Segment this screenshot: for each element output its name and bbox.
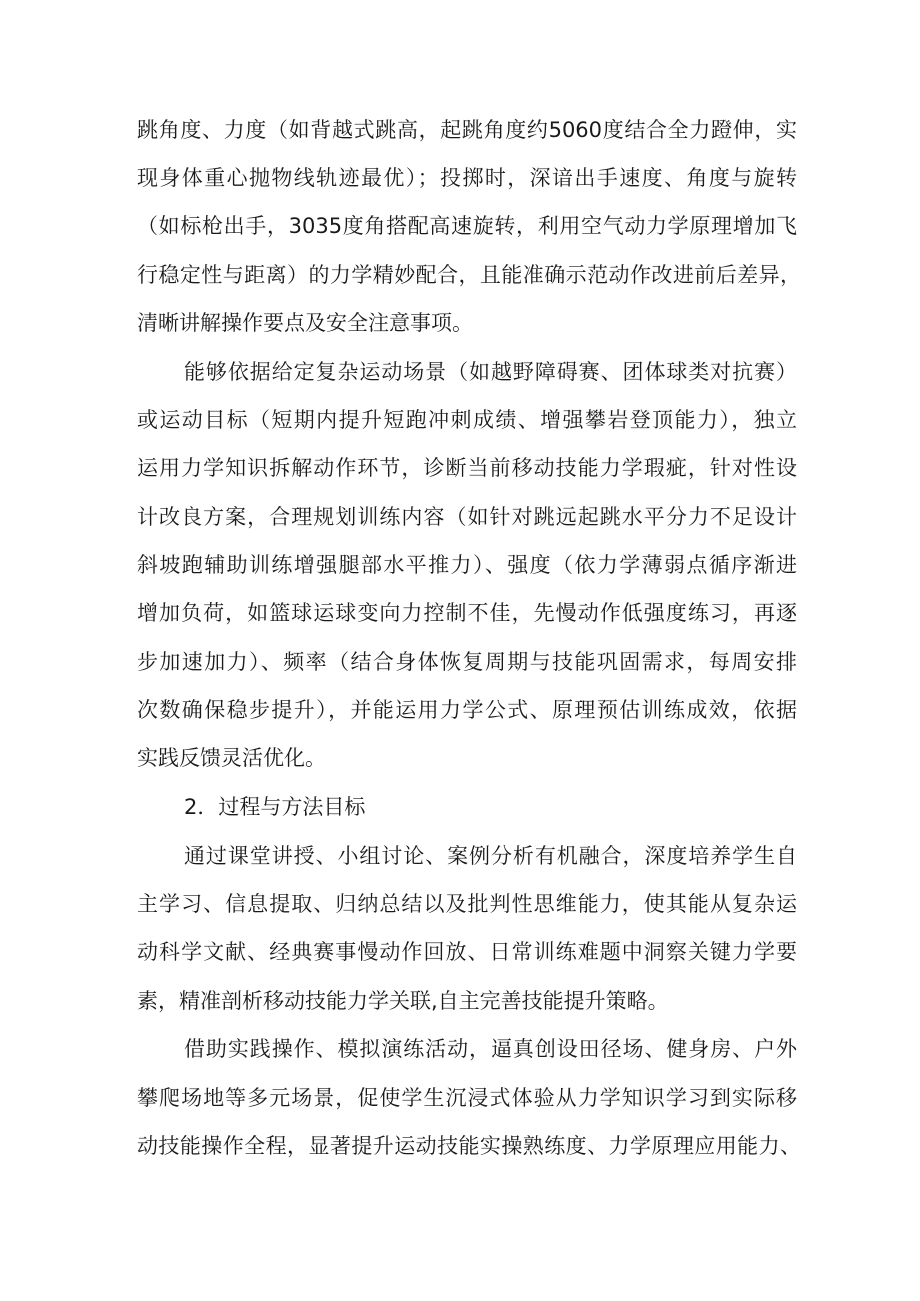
- text-line: 借助实践操作、模拟演练活动，逼真创设田径场、健身房、户外: [184, 1037, 797, 1061]
- text-line: 攀爬场地等多元场景，促使学生沉浸式体验从力学知识学习到实际移: [137, 1086, 797, 1110]
- text-line: 动科学文献、经典赛事慢动作回放、日常训练难题中洞察关键力学要: [137, 940, 797, 964]
- section-heading: 2．过程与方法目标: [184, 795, 366, 819]
- text-line: 计改良方案，合理规划训练内容（如针对跳远起跳水平分力不足设计: [137, 505, 797, 529]
- text-line: 跳角度、力度（如背越式跳高，起跳角度约5060度结合全力蹬伸，实: [137, 118, 797, 142]
- text-line: 次数确保稳步提升），并能运用力学公式、原理预估训练成效，依据: [137, 698, 797, 722]
- text-line: 通过课堂讲授、小组讨论、案例分析有机融合，深度培养学生自: [184, 844, 797, 868]
- text-line: 动技能操作全程，显著提升运动技能实操熟练度、力学原理应用能力、: [137, 1134, 801, 1158]
- text-line: 主学习、信息提取、归纳总结以及批判性思维能力，使其能从复杂运: [137, 892, 797, 916]
- text-line: 现身体重心抛物线轨迹最优）；投掷时，深谙出手速度、角度与旋转: [137, 166, 797, 190]
- text-line: 行稳定性与距离）的力学精妙配合，且能准确示范动作改进前后差异，: [137, 263, 801, 287]
- text-line: 清晰讲解操作要点及安全注意事项。: [137, 311, 473, 335]
- text-line: 增加负荷，如篮球运球变向力控制不佳，先慢动作低强度练习，再逐: [137, 601, 797, 625]
- text-line: 步加速加力）、频率（结合身体恢复周期与技能巩固需求，每周安排: [137, 650, 797, 674]
- text-line: 素，精准剖析移动技能力学关联,自主完善技能提升策略。: [137, 989, 669, 1013]
- text-line: 能够依据给定复杂运动场景（如越野障碍赛、团体球类对抗赛）: [184, 360, 797, 384]
- text-line: （如标枪出手，3035度角搭配高速旋转，利用空气动力学原理增加飞: [137, 214, 797, 238]
- text-line: 实践反馈灵活优化。: [137, 746, 326, 770]
- text-line: 斜坡跑辅助训练增强腿部水平推力）、强度（依力学薄弱点循序渐进: [137, 553, 797, 577]
- text-line: 或运动目标（短期内提升短跑冲刺成绩、增强攀岩登顶能力），独立: [137, 408, 797, 432]
- text-line: 运用力学知识拆解动作环节，诊断当前移动技能力学瑕疵，针对性设: [137, 456, 797, 480]
